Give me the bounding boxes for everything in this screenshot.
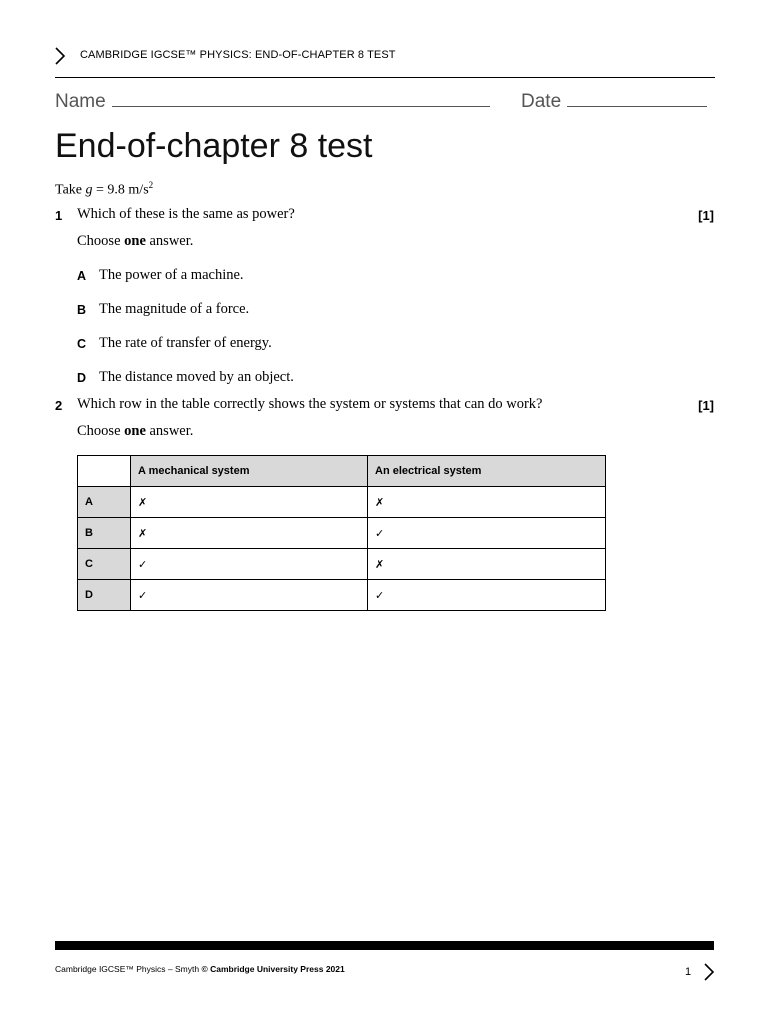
electrical-cell: ✓ bbox=[368, 580, 606, 611]
option-text[interactable]: The rate of transfer of energy. bbox=[99, 335, 272, 351]
row-label: B bbox=[78, 518, 131, 549]
running-head: CAMBRIDGE IGCSE™ PHYSICS: END-OF-CHAPTER 8 TEST bbox=[80, 49, 396, 61]
option-letter: C bbox=[77, 337, 87, 351]
table-row[interactable] bbox=[78, 580, 606, 611]
mechanical-cell: ✓ bbox=[131, 549, 368, 580]
date-label: Date bbox=[521, 91, 562, 112]
question-instruction: Choose one answer. bbox=[77, 233, 194, 249]
chevron-right-icon[interactable] bbox=[703, 963, 715, 981]
question-text: Which row in the table correctly shows the system or systems that can do work? bbox=[77, 396, 543, 412]
question-marks: [1] bbox=[698, 208, 714, 223]
question-marks: [1] bbox=[698, 398, 714, 413]
footer-bar bbox=[55, 941, 714, 950]
option-text[interactable]: The magnitude of a force. bbox=[99, 301, 250, 317]
column-header-mechanical: A mechanical system bbox=[131, 456, 368, 487]
answer-table bbox=[77, 455, 606, 611]
name-label: Name bbox=[55, 91, 106, 112]
mechanical-cell: ✗ bbox=[131, 487, 368, 518]
electrical-cell: ✓ bbox=[368, 518, 606, 549]
question-text: Which of these is the same as power? bbox=[77, 206, 295, 222]
date-field[interactable] bbox=[521, 88, 707, 113]
question-number: 2 bbox=[55, 398, 63, 413]
name-field[interactable] bbox=[55, 88, 490, 113]
question-number: 1 bbox=[55, 208, 63, 223]
option-text[interactable]: The power of a machine. bbox=[99, 267, 244, 283]
table-row[interactable] bbox=[78, 518, 606, 549]
electrical-cell: ✗ bbox=[368, 487, 606, 518]
header-divider bbox=[55, 77, 715, 78]
table-corner-cell bbox=[78, 456, 131, 487]
row-label: C bbox=[78, 549, 131, 580]
table-row[interactable] bbox=[78, 487, 606, 518]
mechanical-cell: ✗ bbox=[131, 518, 368, 549]
option-letter: D bbox=[77, 371, 87, 385]
table-row[interactable] bbox=[78, 549, 606, 580]
option-text[interactable]: The distance moved by an object. bbox=[99, 369, 294, 385]
table-header-row bbox=[78, 456, 606, 487]
page-title: End-of-chapter 8 test bbox=[55, 127, 373, 165]
chevron-right-icon bbox=[54, 47, 66, 65]
question-instruction: Choose one answer. bbox=[77, 423, 194, 439]
option-letter: B bbox=[77, 303, 87, 317]
page-number: 1 bbox=[685, 966, 692, 978]
option-letter: A bbox=[77, 269, 87, 283]
row-label: D bbox=[78, 580, 131, 611]
mechanical-cell: ✓ bbox=[131, 580, 368, 611]
column-header-electrical: An electrical system bbox=[368, 456, 606, 487]
footer-credit: Cambridge IGCSE™ Physics – Smyth © Cambridge University Press 2021 bbox=[55, 964, 345, 974]
row-label: A bbox=[78, 487, 131, 518]
gravity-note: Take g = 9.8 $m/s^2$ bbox=[55, 180, 154, 198]
electrical-cell: ✗ bbox=[368, 549, 606, 580]
